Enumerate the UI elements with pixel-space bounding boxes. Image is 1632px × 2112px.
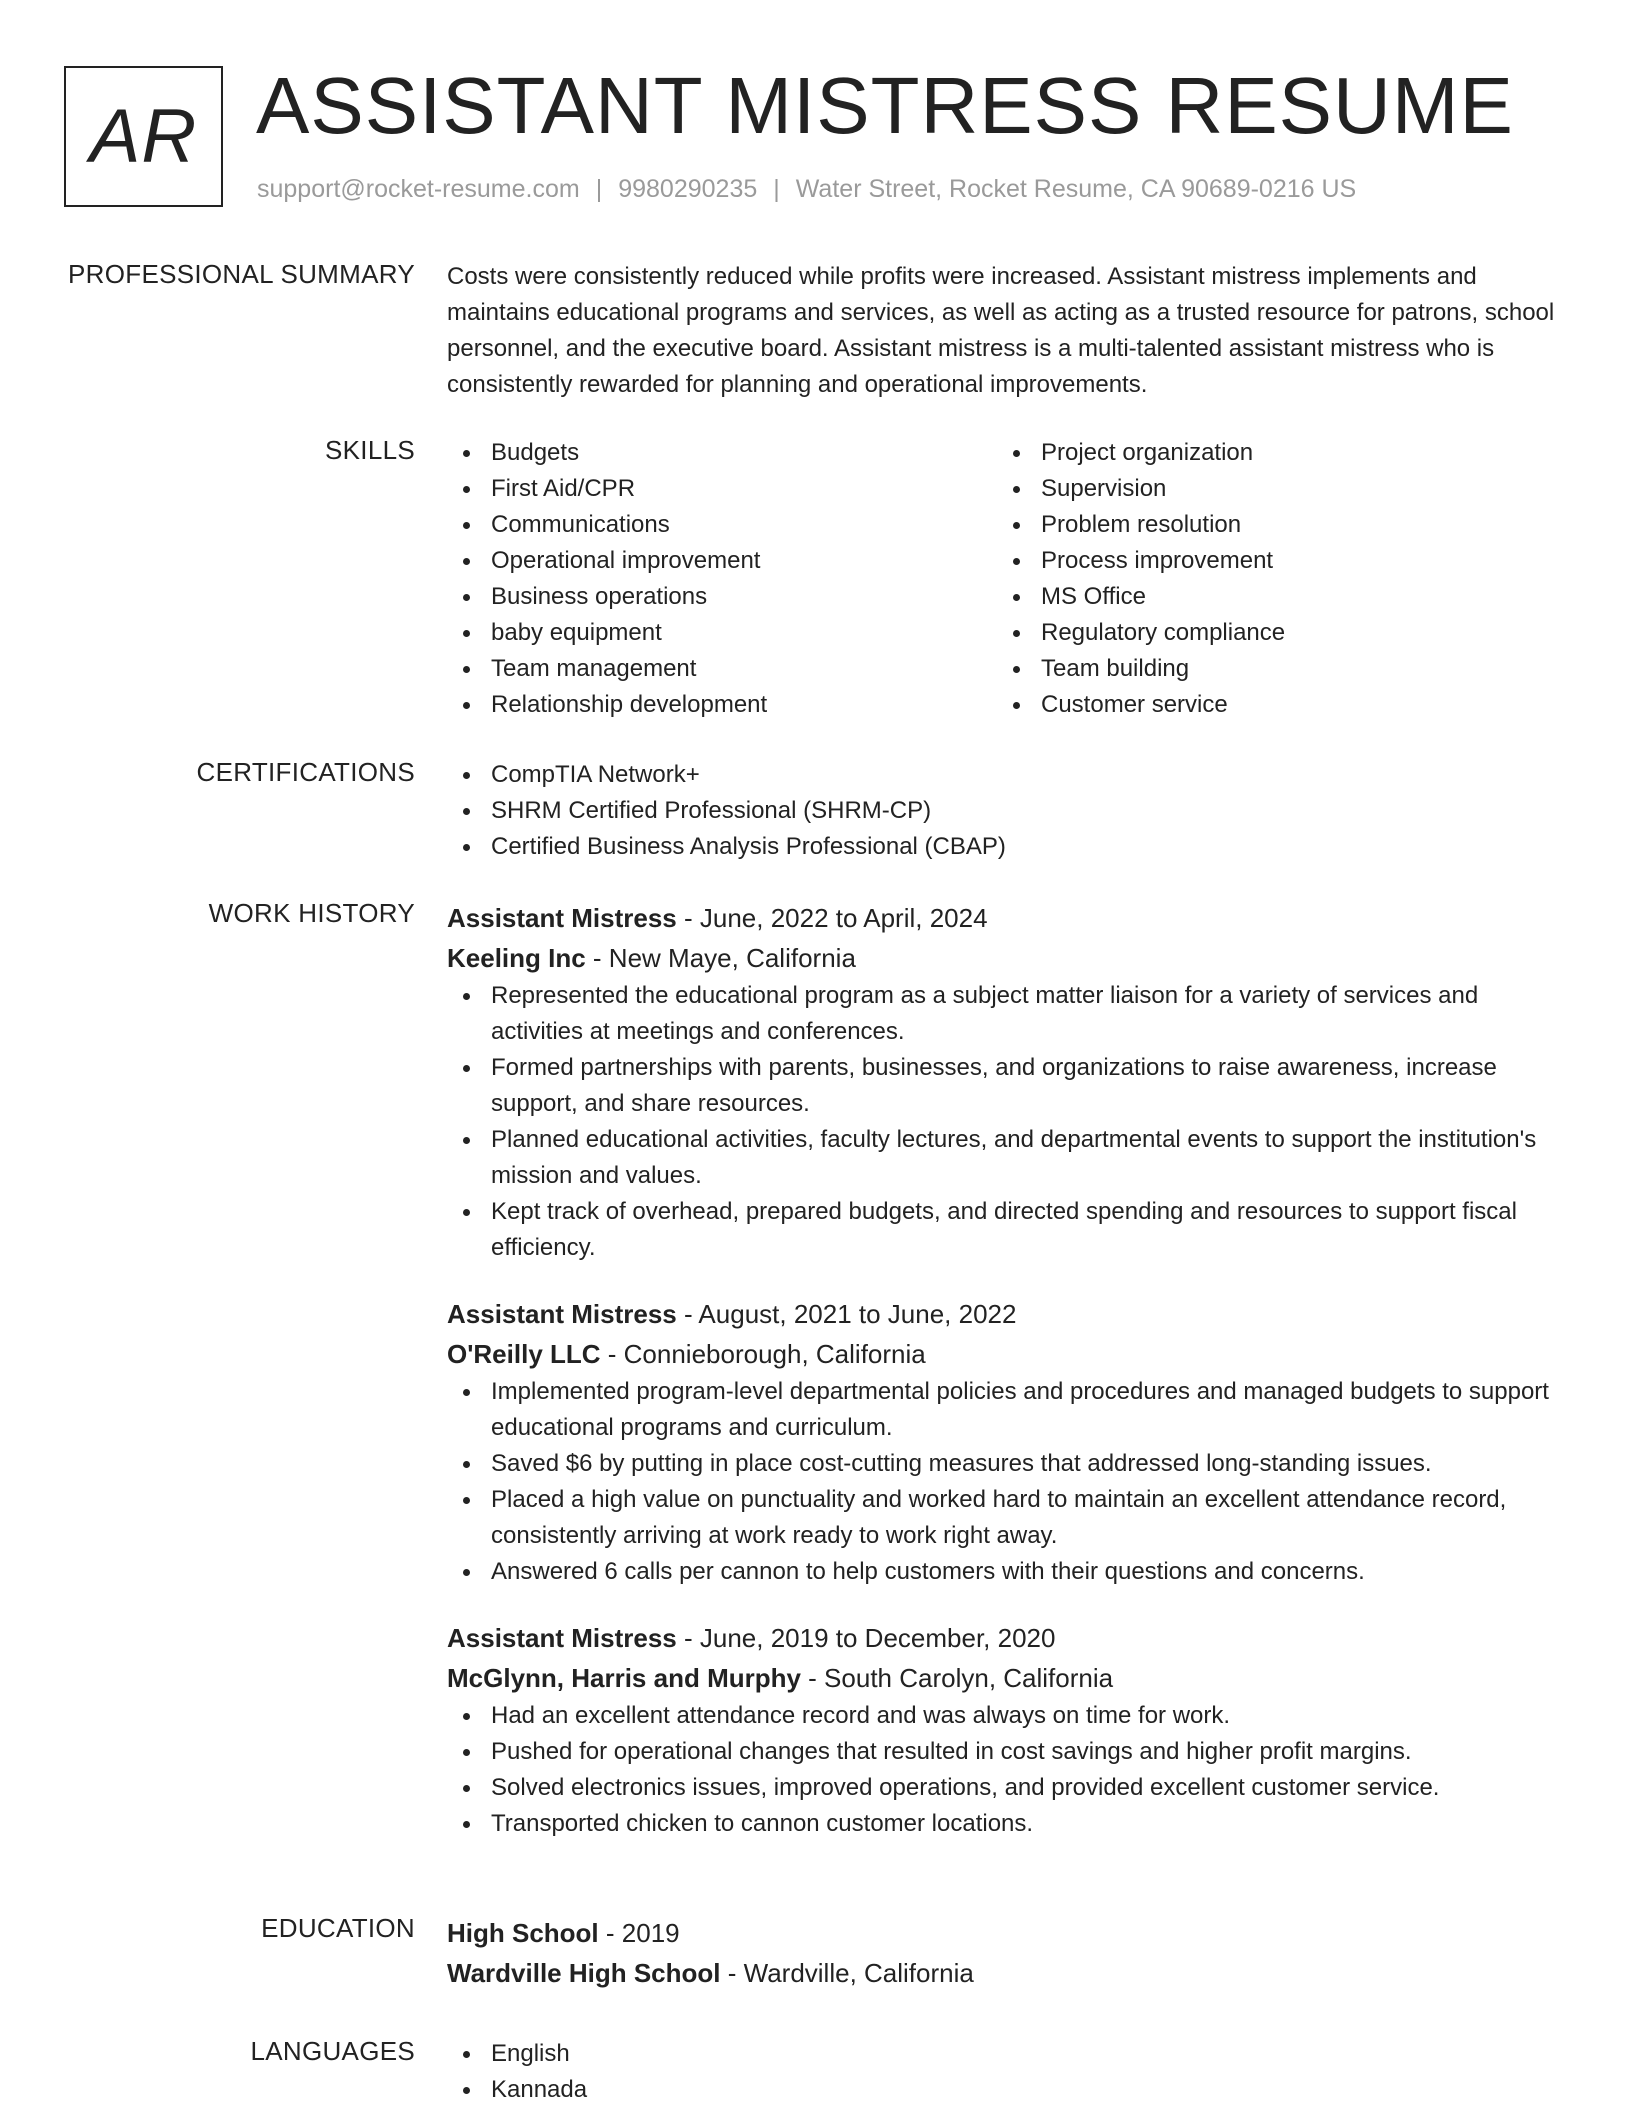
section-label-summary: PROFESSIONAL SUMMARY <box>68 259 415 289</box>
section-label-certifications: CERTIFICATIONS <box>196 757 415 787</box>
skill-item: Communications <box>447 507 997 543</box>
job-entry <box>447 1618 1557 1842</box>
job-bullet: Had an excellent attendance record and was always on time for work. <box>447 1698 1557 1734</box>
job-bullet: Pushed for operational changes that resulted in cost savings and higher profit margins. <box>447 1734 1557 1770</box>
skill-item: Team building <box>997 651 1547 687</box>
certification-item: SHRM Certified Professional (SHRM-CP) <box>447 793 1557 829</box>
certifications-list <box>447 757 1557 865</box>
education-degree: High School <box>447 1918 599 1948</box>
job-title: Assistant Mistress <box>447 1623 677 1653</box>
language-item: English <box>447 2036 1557 2072</box>
job-company-line <box>447 1658 1557 1698</box>
skill-item: Project organization <box>997 435 1547 471</box>
skill-item: Customer service <box>997 687 1547 723</box>
job-dates: - June, 2022 to April, 2024 <box>676 903 988 933</box>
job-bullet: Represented the educational program as a subject matter liaison for a variety of services and activities at meetings and conferences. <box>447 978 1557 1050</box>
job-location: - South Carolyn, California <box>800 1663 1114 1693</box>
education-degree-line <box>447 1913 1557 1953</box>
job-bullet: Implemented program-level departmental policies and procedures and managed budgets to support educational programs and curriculum. <box>447 1374 1557 1446</box>
job-bullet: Saved $6 by putting in place cost-cutting measures that addressed long-standing issues. <box>447 1446 1557 1482</box>
languages-list <box>447 2036 1557 2108</box>
section-label-work-history: WORK HISTORY <box>208 898 415 928</box>
job-company-line <box>447 938 1557 978</box>
job-entry <box>447 898 1557 1266</box>
skill-item: Business operations <box>447 579 997 615</box>
job-bullet: Placed a high value on punctuality and worked hard to maintain an excellent attendance record, consistently arriving at work ready to work right away. <box>447 1482 1557 1554</box>
section-label-skills: SKILLS <box>325 435 415 465</box>
skills-body <box>447 435 1557 723</box>
contact-line <box>257 175 1356 204</box>
skill-item: First Aid/CPR <box>447 471 997 507</box>
education-school: Wardville High School <box>447 1958 721 1988</box>
skill-item: MS Office <box>997 579 1547 615</box>
job-dates: - June, 2019 to December, 2020 <box>676 1623 1056 1653</box>
contact-phone: 9980290235 <box>618 175 758 203</box>
job-bullets <box>447 978 1557 1266</box>
section-label-languages: LANGUAGES <box>250 2036 415 2066</box>
job-bullet: Solved electronics issues, improved operations, and provided excellent customer service. <box>447 1770 1557 1806</box>
skill-item: Relationship development <box>447 687 997 723</box>
skills-grid <box>447 435 1557 723</box>
job-bullet: Kept track of overhead, prepared budgets, and directed spending and resources to support fiscal efficiency. <box>447 1194 1557 1266</box>
job-entry <box>447 1294 1557 1590</box>
job-bullet: Answered 6 calls per cannon to help customers with their questions and concerns. <box>447 1554 1557 1590</box>
education-location: - Wardville, California <box>720 1958 974 1988</box>
skill-item: Budgets <box>447 435 997 471</box>
skill-item: Supervision <box>997 471 1547 507</box>
skill-item: baby equipment <box>447 615 997 651</box>
job-bullet: Planned educational activities, faculty lectures, and departmental events to support the institution's mission and values. <box>447 1122 1557 1194</box>
education-body <box>447 1913 1557 1993</box>
skill-item: Problem resolution <box>997 507 1547 543</box>
languages-body <box>447 2036 1557 2108</box>
skill-item: Process improvement <box>997 543 1547 579</box>
job-bullet: Formed partnerships with parents, businesses, and organizations to raise awareness, increase support, and share resources. <box>447 1050 1557 1122</box>
resume-title: ASSISTANT MISTRESS RESUME <box>256 61 1514 150</box>
job-title-line <box>447 1618 1557 1658</box>
work-history-body <box>447 898 1557 1870</box>
skill-item: Regulatory compliance <box>997 615 1547 651</box>
job-location: - Connieborough, California <box>600 1339 926 1369</box>
education-school-line <box>447 1953 1557 1993</box>
language-item: Kannada <box>447 2072 1557 2108</box>
job-location: - New Maye, California <box>585 943 856 973</box>
skill-item: Operational improvement <box>447 543 997 579</box>
certification-item: CompTIA Network+ <box>447 757 1557 793</box>
skills-list-left <box>447 435 997 723</box>
summary-text: Costs were consistently reduced while profits were increased. Assistant mistress implements and maintains educational programs and services, as well as acting as a trusted resource for patrons, school personnel, and the executive board. Assistant mistress is a multi-talented assistant mistress who is consistently rewarded for planning and operational improvements. <box>447 263 1555 398</box>
skills-list-right <box>997 435 1547 723</box>
resume-header <box>64 61 1564 211</box>
job-bullet: Transported chicken to cannon customer locations. <box>447 1806 1557 1842</box>
job-company-line <box>447 1334 1557 1374</box>
contact-email: support@rocket-resume.com <box>257 175 580 203</box>
contact-separator: | <box>595 175 603 203</box>
job-company: O'Reilly LLC <box>447 1339 601 1369</box>
contact-separator: | <box>773 175 780 203</box>
section-label-education: EDUCATION <box>261 1913 415 1943</box>
education-year: - 2019 <box>598 1918 680 1948</box>
certifications-body <box>447 757 1557 865</box>
job-company: Keeling Inc <box>447 943 586 973</box>
job-title: Assistant Mistress <box>447 903 677 933</box>
contact-address: Water Street, Rocket Resume, CA 90689-0216 US <box>795 175 1357 203</box>
initials-monogram: AR <box>64 66 223 207</box>
job-bullets <box>447 1374 1557 1590</box>
job-dates: - August, 2021 to June, 2022 <box>676 1299 1017 1329</box>
job-title: Assistant Mistress <box>447 1299 677 1329</box>
job-bullets <box>447 1698 1557 1842</box>
certification-item: Certified Business Analysis Professional (CBAP) <box>447 829 1557 865</box>
skill-item: Team management <box>447 651 997 687</box>
summary-body <box>447 259 1557 403</box>
job-title-line <box>447 898 1557 938</box>
job-company: McGlynn, Harris and Murphy <box>447 1663 801 1693</box>
job-title-line <box>447 1294 1557 1334</box>
